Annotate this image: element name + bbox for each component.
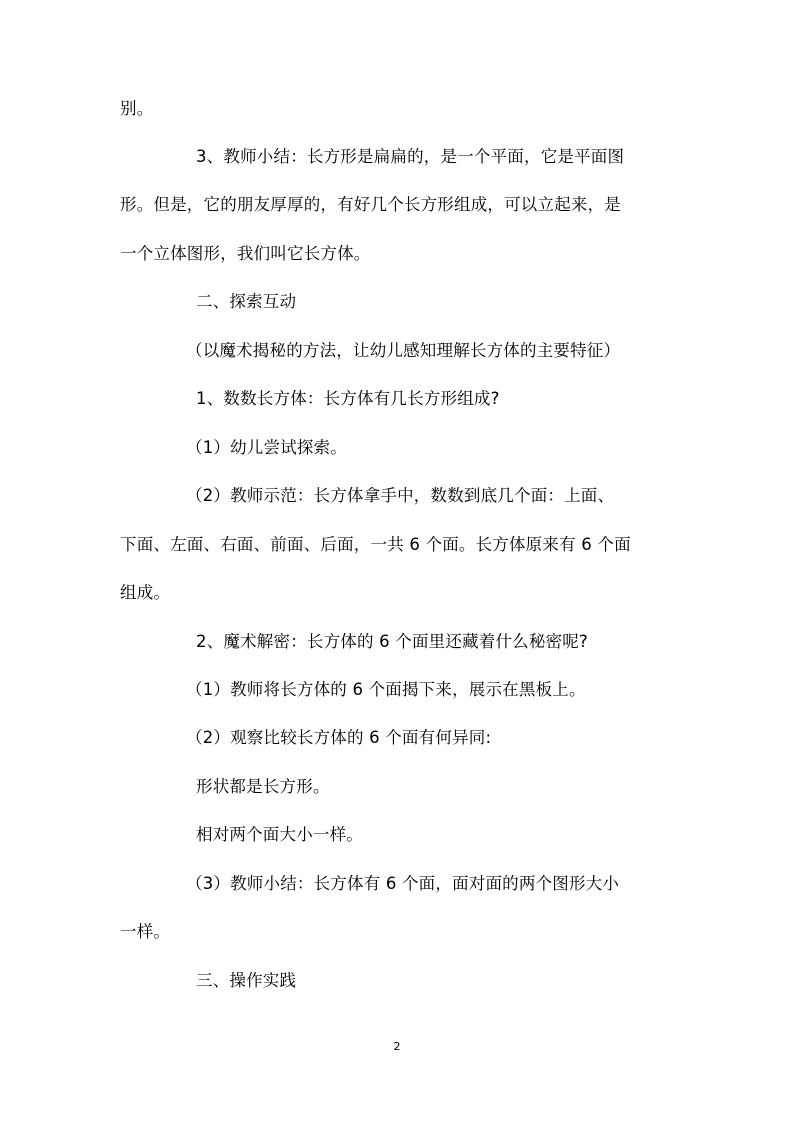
text-line: 相对两个面大小一样。 xyxy=(196,825,363,844)
text-line: （2）观察比较长方体的 6 个面有何异同: xyxy=(186,728,492,747)
text-line: 形。但是，它的朋友厚厚的，有好几个长方形组成，可以立起来，是 xyxy=(120,195,621,214)
text-line: 3、教师小结：长方形是扁扁的，是一个平面，它是平面图 xyxy=(196,147,625,166)
text-line: 形状都是长方形。 xyxy=(196,777,330,796)
text-line: 下面、左面、右面、前面、后面，一共 6 个面。长方体原来有 6 个面 xyxy=(120,535,631,554)
text-line: （1）教师将长方体的 6 个面揭下来，展示在黑板上。 xyxy=(186,680,586,699)
text-line: 组成。 xyxy=(120,583,171,602)
text-line: （以魔术揭秘的方法，让幼儿感知理解长方体的主要特征） xyxy=(186,341,621,360)
text-line: 别。 xyxy=(120,99,154,118)
text-line: 1、数数长方体：长方体有几长方形组成? xyxy=(196,389,500,408)
text-line: （3）教师小结：长方体有 6 个面，面对面的两个图形大小 xyxy=(186,874,620,893)
text-line: 一样。 xyxy=(120,922,171,941)
text-line: 一个立体图形，我们叫它长方体。 xyxy=(120,244,371,263)
page-number: 2 xyxy=(393,1040,401,1053)
text-line: （2）教师示范：长方体拿手中，数数到底几个面：上面、 xyxy=(186,486,615,505)
text-line: （1）幼儿尝试探索。 xyxy=(186,438,347,457)
section-heading: 三、操作实践 xyxy=(196,971,297,990)
section-heading: 二、探索互动 xyxy=(196,292,297,311)
text-line: 2、魔术解密：长方体的 6 个面里还藏着什么秘密呢? xyxy=(196,632,588,651)
